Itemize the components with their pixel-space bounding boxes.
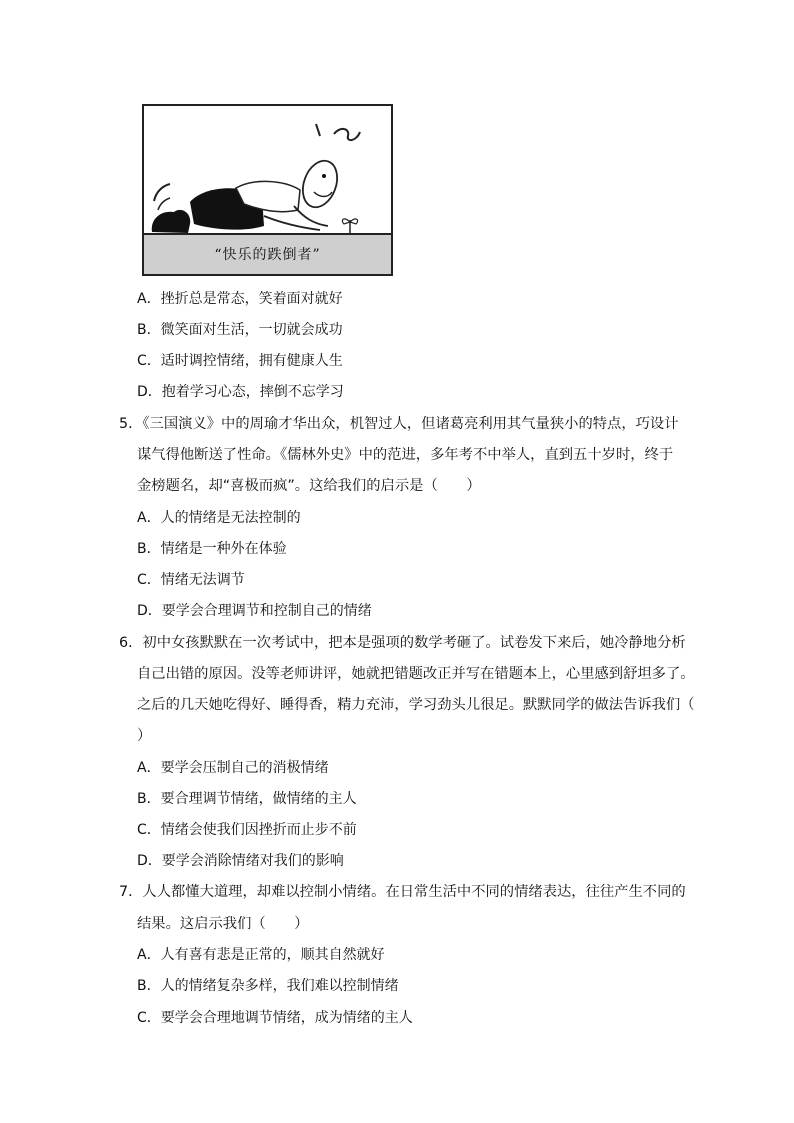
q7-stem-line-1: 7．人人都懂大道理，却难以控制小情绪。在日常生活中不同的情绪表达，往往产生不同的 [119,884,686,900]
q6-stem-line-1: 6．初中女孩默默在一次考试中，把本是强项的数学考砸了。试卷发下来后，她冷静地分析 [119,635,686,651]
cartoon-figure [142,104,393,276]
q7-option-b: B．人的情绪复杂多样，我们难以控制情绪 [137,978,399,994]
q6-option-c: C．情绪会使我们因挫折而止步不前 [137,822,357,838]
q6-stem-line-2: 自己出错的原因。没等老师讲评，她就把错题改正并写在错题本上，心里感到舒坦多了。 [137,666,695,682]
q6-stem-line-4: ） [137,728,152,744]
q5-stem-line-2: 谋气得他断送了性命。《儒林外史》中的范进，多年考不中举人，直到五十岁时，终于 [137,447,674,463]
q4-option-a: A．挫折总是常态，笑着面对就好 [137,291,343,307]
q4-option-c: C．适时调控情绪，拥有健康人生 [137,353,343,369]
q7-stem-line-2: 结果。这启示我们（ ） [137,916,309,932]
q6-option-b: B．要合理调节情绪，做情绪的主人 [137,791,357,807]
q5-option-d: D．要学会合理调节和控制自己的情绪 [137,603,372,619]
q7-option-a: A．人有喜有悲是正常的，顺其自然就好 [137,947,385,963]
q5-option-c: C．情绪无法调节 [137,572,245,588]
q6-option-a: A．要学会压制自己的消极情绪 [137,760,329,776]
q7-option-c: C．要学会合理地调节情绪，成为情绪的主人 [137,1010,413,1026]
figure-caption: “快乐的跌倒者” [214,247,321,263]
q4-option-b: B．微笑面对生活，一切就会成功 [137,322,343,338]
q4-option-d: D．抱着学习心态，摔倒不忘学习 [137,384,344,400]
q5-stem-line-1: 5．《三国演义》中的周瑜才华出众，机智过人，但诸葛亮利用其气量狭小的特点，巧设计 [119,416,679,432]
q6-option-d: D．要学会消除情绪对我们的影响 [137,853,344,869]
q5-option-a: A．人的情绪是无法控制的 [137,510,301,526]
q6-stem-line-3: 之后的几天她吃得好、睡得香，精力充沛，学习劲头儿很足。默默同学的做法告诉我们（ [137,697,695,713]
q5-option-b: B．情绪是一种外在体验 [137,541,287,557]
q5-stem-line-3: 金榜题名，却“喜极而疯”。这给我们的启示是（ ） [137,478,481,494]
